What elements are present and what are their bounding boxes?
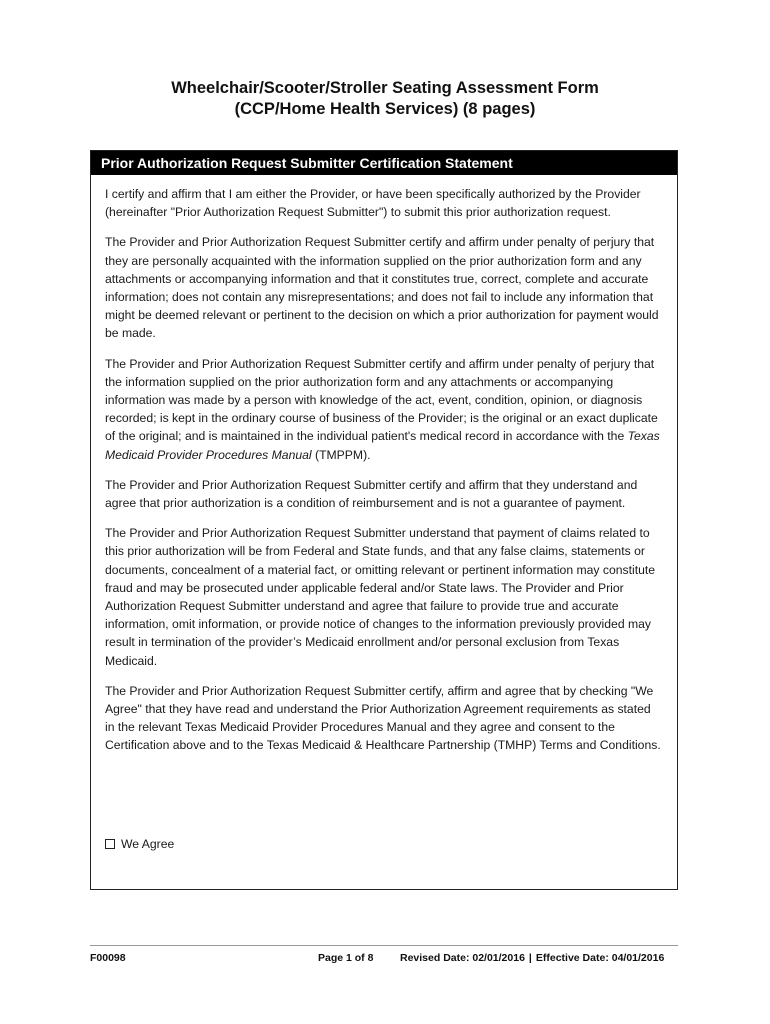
paragraph-3-text: The Provider and Prior Authorization Request Submitter certify and affirm under penalty of perjury that the information supplied on the prior authorization form and any attachments or accompanying information was made by a person with knowledge of the act, event, condition, opinion, or diagnosis recorded; is kept in the ordinary course of business of the Provider; is the original or an exact duplicate of the original; and is maintained in the individual patient's medical record in accordance with the <box>105 356 658 444</box>
footer-revised-date: Revised Date: 02/01/2016 <box>400 952 525 964</box>
paragraph-6: The Provider and Prior Authorization Request Submitter certify, affirm and agree that by checking "We Agree" that they have read and understand the Prior Authorization Agreement requirements as stated in the relevant Texas Medicaid Provider Procedures Manual and they agree and consent to the Certification above and to the Texas Medicaid & Healthcare Partnership (TMHP) Terms and Conditions. <box>105 683 661 753</box>
footer-dates <box>400 952 664 964</box>
we-agree-checkbox[interactable] <box>105 839 115 849</box>
section-content <box>91 175 677 755</box>
paragraph-3 <box>105 355 663 464</box>
manual-suffix: (TMPPM). <box>311 447 371 462</box>
paragraph-1: I certify and affirm that I am either the Provider, or have been specifically authorized by the Provider (hereinafter "Prior Authorization Request Submitter") to submit this prior authorization request. <box>105 187 641 220</box>
footer-separator: | <box>528 952 532 964</box>
footer-divider <box>90 945 678 946</box>
form-title-line1: Wheelchair/Scooter/Stroller Seating Assessment Form <box>171 79 599 97</box>
form-title <box>0 78 770 120</box>
we-agree-option[interactable] <box>105 835 174 853</box>
footer-effective-date: Effective Date: 04/01/2016 <box>535 952 665 964</box>
footer-form-id: F00098 <box>90 952 126 964</box>
footer-page-number: Page 1 of 8 <box>318 952 374 964</box>
certification-section <box>90 150 678 890</box>
paragraph-2: The Provider and Prior Authorization Request Submitter certify and affirm under penalty of perjury that they are personally acquainted with the information supplied on the prior authorization form and any attachments or accompanying information and that it constitutes true, correct, complete and accurate information; does not contain any misrepresentations; and does not fail to include any information that might be deemed relevant or pertinent to the decision on which a prior authorization for payment would be made. <box>105 235 659 341</box>
section-header: Prior Authorization Request Submitter Certification Statement <box>91 151 677 175</box>
we-agree-label: We Agree <box>121 837 175 851</box>
paragraph-4: The Provider and Prior Authorization Request Submitter certify and affirm that they understand and agree that prior authorization is a condition of reimbursement and is not a guarantee of payment. <box>105 477 638 511</box>
manual-title: Texas Medicaid Provider Procedures Manual <box>105 429 660 462</box>
form-title-line2: (CCP/Home Health Services) (8 pages) <box>234 100 536 118</box>
paragraph-5: The Provider and Prior Authorization Request Submitter understand that payment of claims related to this prior authorization will be from Federal and State funds, and that any false claims, statements or documents, concealment of a material fact, or omitting relevant or pertinent information may constitute fraud and may be prosecuted under applicable federal and/or State laws. The Provider and Prior Authorization Request Submitter understand and agree that failure to provide true and accurate information, omit information, or provide notice of changes to the information previously provided may result in termination of the provider’s Medicaid enrollment and/or personal exclusion from Texas Medicaid. <box>105 526 656 668</box>
